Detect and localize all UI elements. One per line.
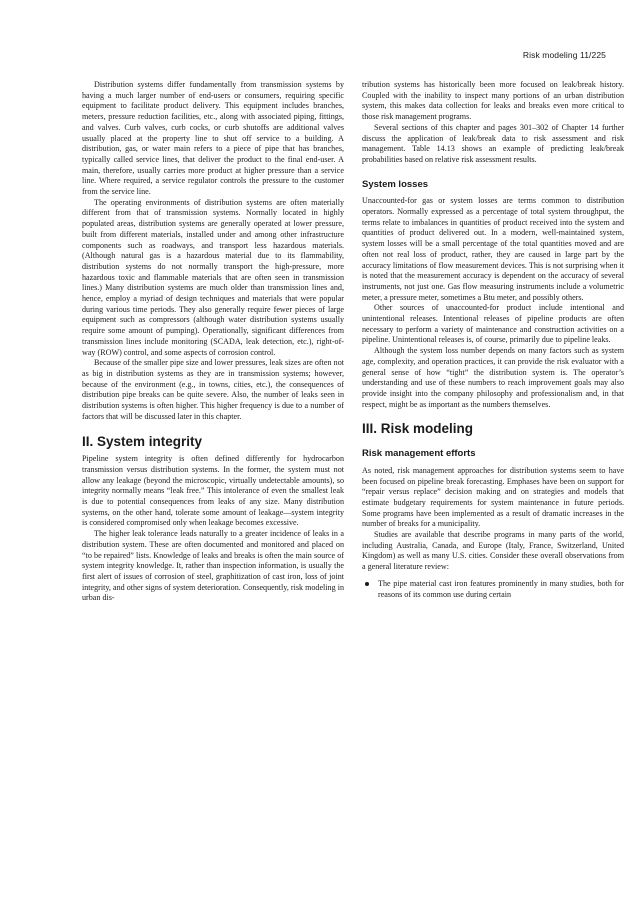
list-item: The pipe material cast iron features prominently in many studies, both for reasons of its common use during certain	[362, 579, 624, 600]
left-column	[82, 80, 344, 604]
paragraph: tribution systems has historically been more focused on leak/break history. Coupled with the inability to inspect many portions of an urban distribution system, this makes data collection for leaks and breaks even more critical to those risk management programs.	[362, 80, 624, 122]
section-heading-system-integrity: II. System integrity	[82, 433, 203, 449]
paragraph: Although the system loss number depends on many factors such as system age, complexity, and operation practices, it can provide the risk evaluator with a general sense of how “tight” the distribution system is. The operator’s understanding and use of these numbers to reach improvement goals may also provide insight into the company philosophy and professionalism and, in that respect, might be as important as the numbers themselves.	[362, 346, 624, 409]
section-heading-risk-modeling: III. Risk modeling	[362, 421, 474, 437]
subsection-heading-system-losses: System losses	[362, 178, 429, 190]
running-head: Risk modeling 11/225	[522, 50, 606, 60]
paragraph: As noted, risk management approaches for distribution systems seem to have been focused on pipeline break forecasting. Emphases have been on support for “repair versus replace” decision making and on strategies and models that estimate budgetary requirements for system maintenance in future periods. Some programs have been implemented as a result of dramatic increases in the number of breaks for a municipality.	[362, 465, 624, 529]
paragraph: The higher leak tolerance leads naturally to a greater incidence of leaks in a distribution system. These are often documented and monitored and placed on “to be repaired” lists. Knowledge of leaks and breaks is often the main source of system integrity knowledge. It, rather than inspection information, is usually the first alert of issues of corrosion of steel, graphitization of cast iron, loss of joint integrity, and other signs of system deterioration. Consequently, risk modeling in urban dis-	[82, 529, 344, 603]
paragraph: The operating environments of distribution systems are often materially different from that of transmission systems. Normally located in highly populated areas, distribution systems are generally operated at lower pressure, built from different materials, installed under and among other infrastructure components such as roadways, and transport less hazardous materials. (Although natural gas is a hazardous material due to its flammability, distribution systems do not normally transport the high-pressure, more hazardous toxic and flammable materials that are often seen in transmission lines.) Many distribution systems are much older than transmission lines and, hence, employ a myriad of design techniques and materials that were popular during various time periods. They also generally require fewer pieces of large equipment such as compressors (although water distribution systems usually require some amount of pumping). Operationally, significant differences from transmission lines include monitoring (SCADA, leak detection, etc.), right-of-way (ROW) control, and some aspects of corrosion control.	[82, 197, 344, 357]
right-column	[362, 80, 624, 600]
paragraph: Several sections of this chapter and pages 301–302 of Chapter 14 further discuss the application of leak/break data to risk assessment and risk management. Table 14.13 shows an example of predicting leak/break probabilities based on relative risk assessment results.	[362, 122, 624, 164]
paragraph: Other sources of unaccounted-for product include intentional and unintentional releases. Intentional releases of pipeline products are often necessary to perform a variety of maintenance and construction activities on a pipeline. Unintentional releases is, of course, primarily due to pipeline leaks.	[362, 303, 624, 345]
bullet-list	[362, 579, 624, 600]
subsection-heading-risk-management-efforts: Risk management efforts	[362, 448, 476, 460]
paragraph: Pipeline system integrity is often defined differently for hydrocarbon transmission versus distribution systems. In the former, the system must not allow any leakage (beyond the microscopic, virtually undetectable amounts), so integrity normally means “leak free.” This intolerance of even the smallest leak is due to potential consequences from leaks of any size. Many distribution systems, on the other hand, tolerate some amount of leakage—system integrity is considered compromised only when leakage becomes excessive.	[82, 454, 344, 528]
paragraph: Because of the smaller pipe size and lower pressures, leak sizes are often not as big in distribution systems as they are in transmission systems; however, because of the environment (e.g., in towns, cities, etc.), the consequences of distribution pipe breaks can be quite severe. Also, the number of leaks seen in distribution systems is often higher. This higher frequency is due to a number of factors that will be discussed later in this chapter.	[82, 358, 344, 421]
paragraph: Unaccounted-for gas or system losses are terms common to distribution operators. Normally expressed as a percentage of total system throughput, the terms relate to imbalances in quantities of product received into the system and quantities of product delivered out. In a modern, well-maintained system, system losses will be a small percentage of the total quantities moved and are often not real loss of product, rather, they are caused in large part by the accuracy limitations of flow measurement devices. This is not surprising when it is noted that the measurement accuracy is dependent on the accuracy of several instruments, not just one. Gas flow measuring instruments include a volumetric meter, a pressure meter, sometimes a Btu meter, and possibly others.	[362, 196, 624, 302]
paragraph: Distribution systems differ fundamentally from transmission systems by having a much larger number of end-users or consumers, requiring specific equipment to facilitate product delivery. This equipment includes branches, meters, pressure reduction facilities, etc., along with associated piping, fittings, and valves. Curb valves, curb cocks, or curb shutoffs are additional valves usually placed at the property line to shut off service to a building. A distribution, gas, or water main refers to a piece of pipe that has branches, typically called service lines, that deliver the product to the final end-user. A main, therefore, usually carries more product at higher pressure than a service line. Where required, a service regulator controls the pressure to the customer from the service line.	[82, 80, 344, 197]
paragraph: Studies are available that describe programs in many parts of the world, including Australia, Canada, and Europe (Italy, France, Switzerland, United Kingdom) as well as many U.S. cities. Consider these overall observations from a general literature review:	[362, 530, 624, 572]
